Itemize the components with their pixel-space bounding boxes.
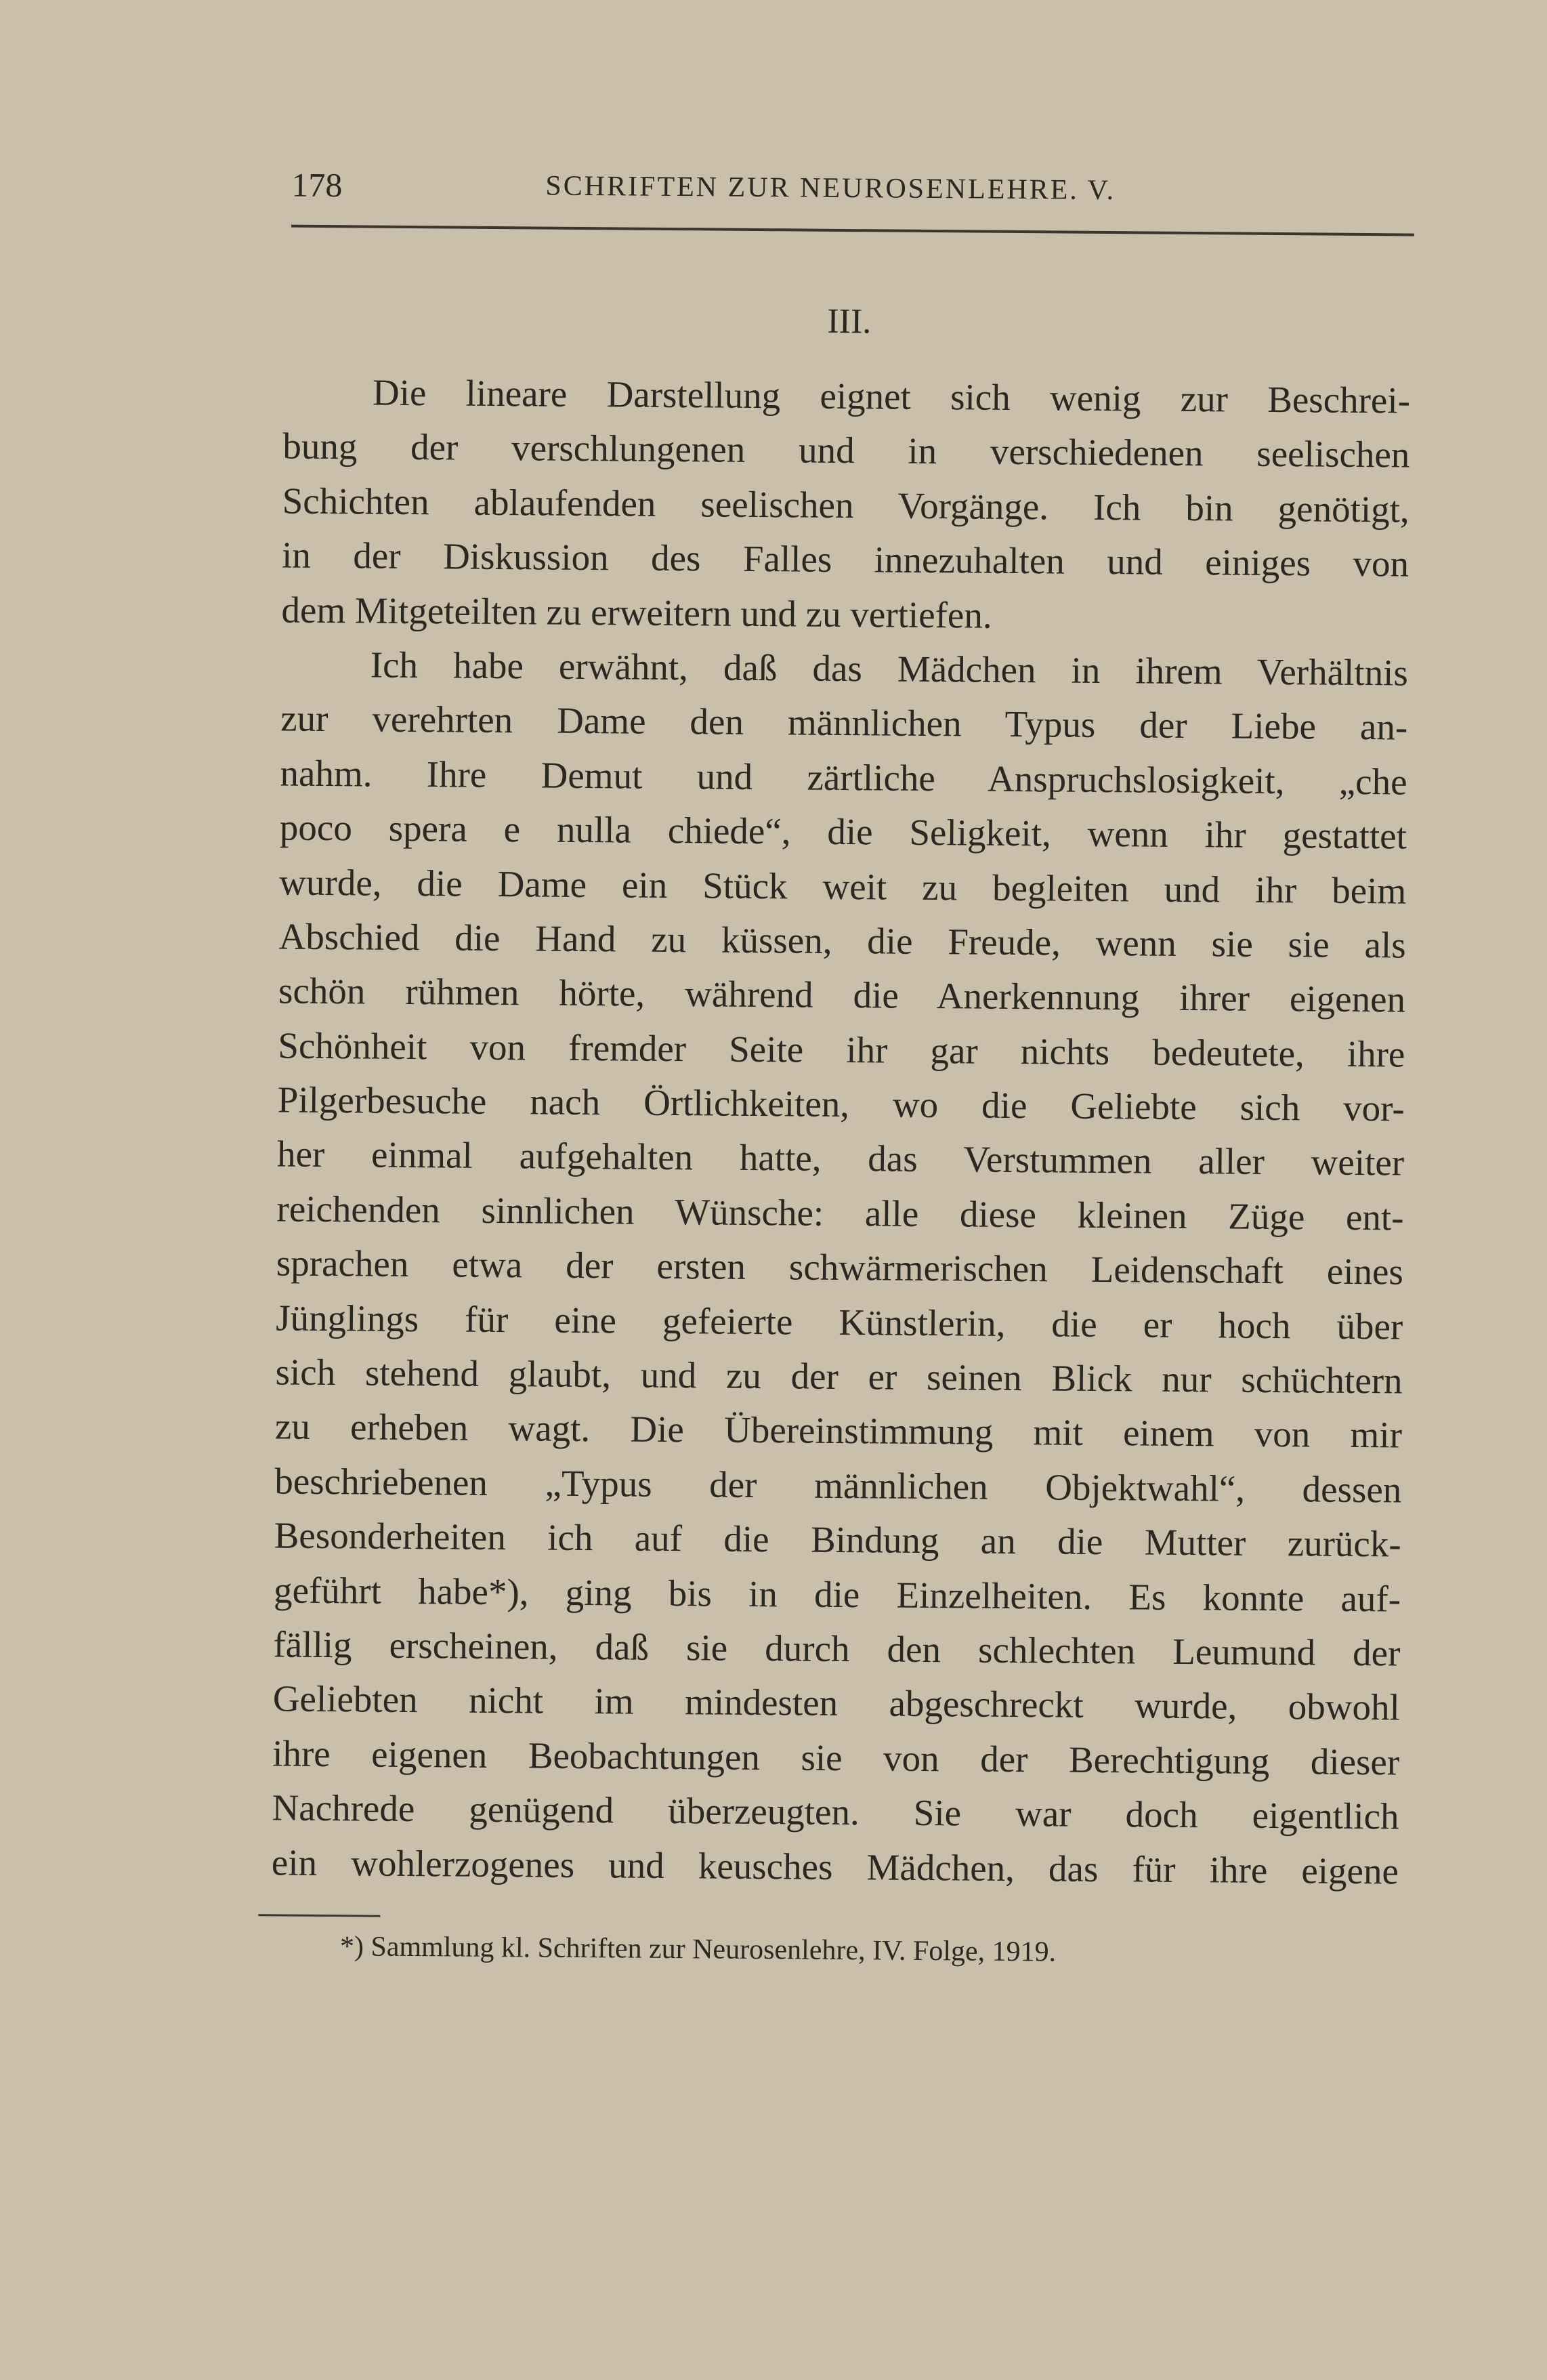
text-line: geführt habe*), ging bis in die Einzelheiten. Es konnte auf- <box>273 1569 1401 1620</box>
section-heading: III. <box>827 301 872 341</box>
text-line: fällig erscheinen, daß sie durch den schlechten Leumund der <box>273 1623 1401 1674</box>
text-line: ihre eigenen Beobachtungen sie von der Berechtigung dieser <box>272 1732 1400 1783</box>
running-title: SCHRIFTEN ZUR NEUROSENLEHRE. V. <box>545 170 1116 207</box>
text-line: poco spera e nulla chiede“, die Seligkeit, wenn ihr gestattet <box>279 806 1407 857</box>
footnote: *) Sammlung kl. Schriften zur Neurosenlehre, IV. Folge, 1919. <box>339 1931 1057 1968</box>
text-line: Nachrede genügend überzeugten. Sie war doch eigentlich <box>272 1787 1399 1837</box>
text-line: Schönheit von fremder Seite ihr gar nichts bedeutete, ihre <box>278 1024 1405 1075</box>
text-line: beschriebenen „Typus der männlichen Objektwahl“, dessen <box>274 1460 1402 1511</box>
text-line: Schichten ablaufenden seelischen Vorgänge. Ich bin genötigt, <box>282 480 1410 530</box>
body-text <box>272 364 1411 1898</box>
text-line: ein wohlerzogenes und keusches Mädchen, das für ihre eigene <box>271 1841 1399 1892</box>
footnote-rule <box>258 1914 380 1917</box>
text-line: Besonderheiten ich auf die Bindung an die Mutter zurück- <box>274 1514 1401 1565</box>
text-line: sich stehend glaubt, und zu der er seinen Blick nur schüchtern <box>275 1351 1403 1402</box>
text-line: nahm. Ihre Demut und zärtliche Anspruchslosigkeit, „che <box>280 752 1407 803</box>
text-line: reichenden sinnlichen Wünsche: alle diese kleinen Züge ent- <box>276 1188 1404 1238</box>
text-line: zu erheben wagt. Die Übereinstimmung mit einem von mir <box>274 1405 1403 1456</box>
text-line: dem Mitgeteilten zu erweitern und zu vertiefen. <box>281 589 992 636</box>
text-line: Abschied die Hand zu küssen, die Freude, wenn sie sie als <box>278 915 1406 966</box>
text-line: wurde, die Dame ein Stück weit zu begleiten und ihr beim <box>279 860 1407 912</box>
page-number: 178 <box>291 165 343 205</box>
text-line: her einmal aufgehalten hatte, das Verstummen aller weiter <box>276 1133 1405 1184</box>
text-line: zur verehrten Dame den männlichen Typus der Liebe an- <box>280 697 1408 748</box>
header-rule <box>291 225 1414 236</box>
text-line: Die lineare Darstellung eignet sich wenig zur Beschrei- <box>372 371 1411 421</box>
text-line: in der Diskussion des Falles innezuhalten und einiges von <box>281 534 1410 585</box>
text-line: Jünglings für eine gefeierte Künstlerin, die er hoch über <box>276 1297 1403 1348</box>
text-line: Ich habe erwähnt, daß das Mädchen in ihrem Verhältnis <box>370 644 1409 694</box>
text-line: Pilgerbesuche nach Örtlichkeiten, wo die Geliebte sich vor- <box>277 1079 1405 1129</box>
text-line: schön rühmen hörte, während die Anerkennung ihrer eigenen <box>278 969 1406 1020</box>
text-line: bung der verschlungenen und in verschiedenen seelischen <box>282 425 1410 476</box>
running-header <box>291 165 1414 222</box>
text-line: Geliebten nicht im mindesten abgeschreckt wurde, obwohl <box>272 1677 1401 1728</box>
text-line: sprachen etwa der ersten schwärmerischen Leidenschaft eines <box>276 1242 1404 1293</box>
